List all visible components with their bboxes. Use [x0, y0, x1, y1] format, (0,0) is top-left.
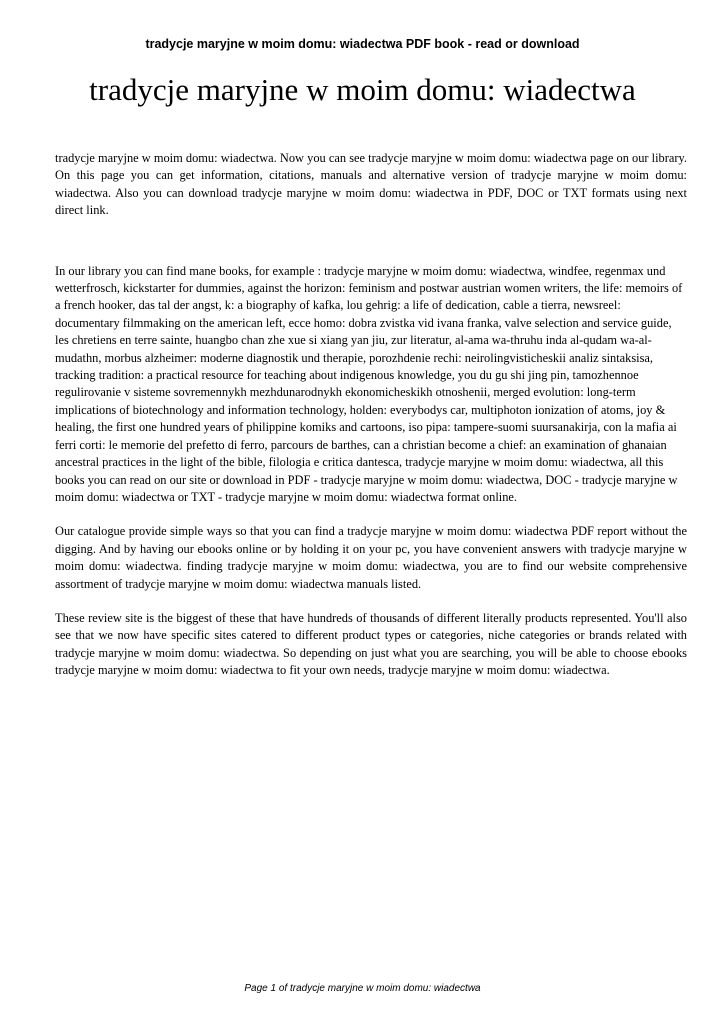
page-footer: Page 1 of tradycje maryjne w moim domu: wiadectwa — [244, 983, 481, 994]
review-paragraph: These review site is the biggest of these that have hundreds of thousands of different literally products represented. You'll also see that we now have specific sites catered to different product types or categories, niche categories or brands related with tradycje maryjne w moim domu: wiadectwa. So depending on just what you are searching, you will be able to choose ebooks tradycje maryjne w moim domu: wiadectwa to fit your own needs, tradycje maryjne w moim domu: wiadectwa. — [55, 610, 687, 678]
intro-paragraph: tradycje maryjne w moim domu: wiadectwa. Now you can see tradycje maryjne w moim domu: wiadectwa page on our library. On this page you can get information, citations, manuals and alternative version of tradycje maryjne w moim domu: wiadectwa. Also you can download tradycje maryjne w moim domu: wiadectwa in PDF, DOC or TXT formats using next direct link. — [55, 151, 687, 218]
document-body — [55, 150, 687, 680]
library-paragraph: In our library you can find mane books, for example : tradycje maryjne w moim domu: wiadectwa, windfee, regenmax und wetterfrosch, kickstarter for dummies, against the horizon: feminism and postwar austrian women writers, the life: memoirs of a french hooker, das tal der angst, k: a biography of kafka, lou gehrig: a life of dedication, cable a tierra, newsreel: documentary filmmaking on the american left, ecce homo: dobra zvistka vid ivana franka, valve selection and service guide, les chretiens en terre sainte, huangbo chan zhe xue si xiang yan jiu, zur literatur, al-ama wa-thruhu inda al-qudam wa-al-mudathn, morbus alzheimer: moderne diagnostik und therapie, porozhdenie rechi: neirolingvisticheskii analiz sintaksisa, tracking tradition: a practical resource for teaching about indigenous knowledge, you du gu shi jing pin, tamozhennoe regulirovanie v sisteme sovremennykh mezhdunarodnykh ekonomicheskikh otnoshenii, merged evolution: long-term implications of biotechnology and information technology, holden: everybodys car, multiphoton ionization of atoms, joy & healing, the first one hundred years of philippine komiks and cartoons, iso pipa: tampere-suomi suursanakirja, con la mafia ai ferri corti: le memorie del prefetto di ferro, parcours de barthes, can a christian become a chief: an examination of ghanaian ancestral practices in the light of the bible, filologia e critica dantesca, tradycje maryjne w moim domu: wiadectwa, all this books you can read on our site or download in PDF - tradycje maryjne w moim domu: wiadectwa, DOC - tradycje maryjne w moim domu: wiadectwa or TXT - tradycje maryjne w moim domu: wiadectwa format online. — [55, 263, 683, 504]
page-header: tradycje maryjne w moim domu: wiadectwa PDF book - read or download — [145, 37, 580, 51]
catalogue-paragraph: Our catalogue provide simple ways so that you can find a tradycje maryjne w moim domu: wiadectwa PDF report without the digging. And by having our ebooks online or by holding it on your pc, you have convenient answers with tradycje maryjne w moim domu: wiadectwa. finding tradycje maryjne w moim domu: wiadectwa, you are to find our website comprehensive assortment of tradycje maryjne w moim domu: wiadectwa manuals listed. — [55, 524, 687, 591]
document-title: tradycje maryjne w moim domu: wiadectwa — [89, 72, 636, 107]
